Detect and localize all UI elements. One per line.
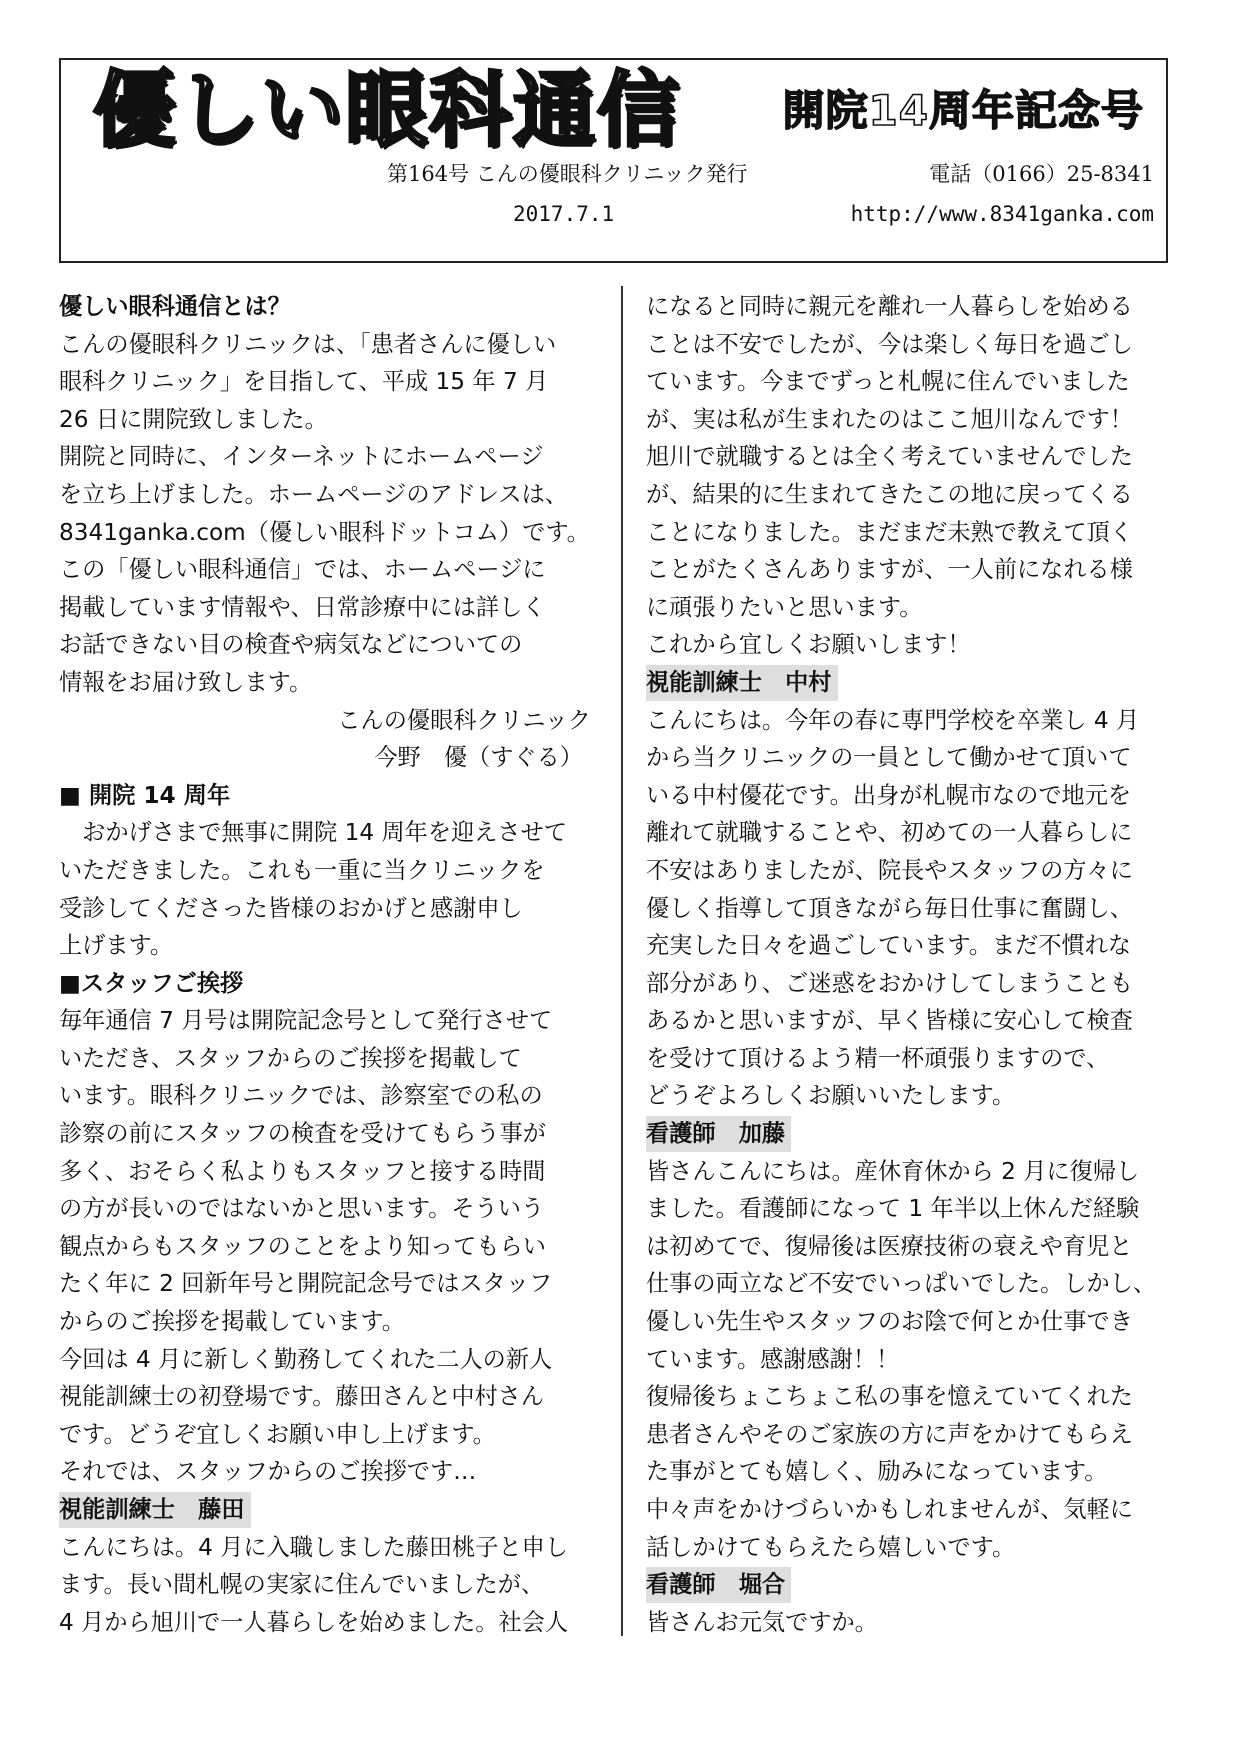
paragraph-line: が、結果的に生まれてきたこの地に戻ってくる (646, 480, 1133, 508)
paragraph-line: 優しく指導して頂きながら毎日仕事に奮闘し、 (646, 894, 1133, 922)
paragraph-line: 上げます。 (59, 932, 174, 960)
paragraph-line: は初めてで、復帰後は医療技術の衰えや育児と (646, 1232, 1133, 1260)
paragraph-line: いただき、スタッフからのご挨拶を掲載して (59, 1044, 522, 1072)
paragraph-line: 中々声をかけづらいかもしれませんが、気軽に (646, 1496, 1133, 1523)
paragraph-line: お話できない目の検査や病気などについての (59, 631, 523, 659)
paragraph-line: いる中村優花です。出身が札幌市なので地元を (646, 781, 1132, 809)
paragraph-line: ています。今までずっと札幌に住んでいました (646, 368, 1130, 396)
staff-heading-nakamura: 視能訓練士 中村 (646, 665, 838, 701)
paragraph-line: 26 日に開院致しました。 (59, 405, 328, 433)
paragraph-line: 視能訓練士の初登場です。藤田さんと中村さん (59, 1383, 545, 1411)
paragraph-line: ことになりました。まだまだ未熟で教えて頂く (646, 518, 1133, 546)
left-column (59, 288, 599, 1641)
staff-heading-fujita: 視能訓練士 藤田 (59, 1492, 251, 1528)
paragraph-line: た事がとても嬉しく、励みになっています。 (646, 1458, 1108, 1486)
paragraph-line: います。眼科クリニックでは、診察室での私の (59, 1082, 543, 1110)
staff-heading-kato: 看護師 加藤 (646, 1116, 791, 1152)
paragraph-line: を受けて頂けるよう精一杯頑張りますので、 (646, 1044, 1110, 1072)
masthead (59, 58, 1168, 263)
paragraph-line: の方が長いのではないかと思います。そういう (59, 1195, 545, 1223)
newsletter-title: 優しい眼科通信 (93, 63, 682, 158)
paragraph-line: 8341ganka.com（優しい眼科ドットコム）です。 (59, 518, 590, 546)
paragraph-line: 情報をお届け致します。 (59, 668, 313, 696)
paragraph-line: 充実した日々を過ごしています。まだ不慣れな (646, 932, 1132, 960)
anniversary-edition-label: 開院14周年記念号 (782, 86, 1144, 135)
paragraph-line: 皆さんこんにちは。産休育休から 2 月に復帰し (646, 1157, 1140, 1185)
signature-clinic: こんの優眼科クリニック (337, 706, 591, 734)
signature-doctor: 今野 優（すぐる） (374, 744, 583, 772)
issue-publisher: 第164号 こんの優眼科クリニック発行 (387, 162, 748, 186)
paragraph-line: 優しい先生やスタッフのお陰で何とか仕事でき (646, 1308, 1133, 1336)
paragraph-line: 今回は 4 月に新しく勤務してくれた二人の新人 (59, 1345, 553, 1373)
paragraph-line: 復帰後ちょこちょこ私の事を憶えていてくれた (646, 1383, 1133, 1411)
paragraph-line: 仕事の両立など不安でいっぱいでした。しかし、 (646, 1270, 1157, 1298)
paragraph-line: 患者さんやそのご家族の方に声をかけてもらえ (646, 1420, 1133, 1448)
paragraph-line: 受診してくださった皆様のおかげと感謝申し (59, 894, 523, 922)
paragraph-line: が、実は私が生まれたのはここ旭川なんです！ (646, 405, 1133, 433)
paragraph-line: どうぞよろしくお願いいたします。 (646, 1082, 1016, 1110)
section-heading-about: 優しい眼科通信とは？ (59, 293, 291, 320)
paragraph-line: 掲載しています情報や、日常診療中には詳しく (59, 593, 546, 621)
paragraph-line: 4 月から旭川で一人暮らしを始めました。社会人 (59, 1608, 569, 1636)
paragraph-line: たく年に 2 回新年号と開院記念号ではスタッフ (59, 1270, 553, 1298)
paragraph-line: 診察の前にスタッフの検査を受けてもらう事が (59, 1120, 546, 1148)
paragraph-line: ました。看護師になって 1 年半以上休んだ経験 (646, 1195, 1140, 1223)
column-divider (621, 286, 623, 1636)
paragraph-line: 話しかけてもらえたら嬉しいです。 (646, 1533, 1016, 1561)
paragraph-line: こんの優眼科クリニックは、「患者さんに優しい (59, 330, 557, 358)
paragraph-line: おかげさまで無事に開院 14 周年を迎えさせて (59, 819, 567, 847)
paragraph-line: 皆さんお元気ですか。 (646, 1608, 878, 1636)
paragraph-line: ます。長い間札幌の実家に住んでいましたが、 (59, 1571, 545, 1599)
paragraph-line: 眼科クリニック」を目指して、平成 15 年 7 月 (59, 368, 549, 396)
section-heading-staff-greeting: ■スタッフご挨拶 (59, 969, 244, 997)
issue-date: 2017.7.1 (513, 202, 615, 226)
paragraph-line: 観点からもスタッフのことをより知ってもらい (59, 1232, 546, 1260)
section-heading-anniversary: ■ 開院 14 周年 (59, 781, 231, 809)
paragraph-line: こんにちは。今年の春に専門学校を卒業し 4 月 (646, 706, 1140, 734)
paragraph-line: になると同時に親元を離れ一人暮らしを始める (646, 293, 1133, 320)
paragraph-line: ことがたくさんありますが、一人前になれる様 (646, 556, 1133, 584)
paragraph-line: こんにちは。4 月に入職しました藤田桃子と申し (59, 1533, 569, 1561)
staff-heading-horiai: 看護師 堀合 (646, 1567, 791, 1603)
paragraph-line: 開院と同時に、インターネットにホームページ (59, 443, 544, 471)
paragraph-line: 毎年通信 7 月号は開院記念号として発行させて (59, 1007, 553, 1035)
paragraph-line: ています。感謝感謝！！ (646, 1345, 900, 1373)
paragraph-line: に頑張りたいと思います。 (646, 593, 923, 621)
right-column (646, 288, 1186, 1641)
paragraph-line: を立ち上げました。ホームページのアドレスは、 (59, 480, 568, 508)
paragraph-line: 離れて就職することや、初めての一人暮らしに (646, 819, 1133, 847)
website-url[interactable]: http://www.8341ganka.com (850, 202, 1154, 226)
phone-number: 電話（0166）25-8341 (929, 162, 1154, 186)
paragraph-line: から当クリニックの一員として働かせて頂いて (646, 744, 1132, 772)
paragraph-line: これから宜しくお願いします！ (646, 631, 971, 659)
paragraph-line: からのご挨拶を掲載しています。 (59, 1308, 405, 1336)
paragraph-line: あるかと思いますが、早く皆様に安心して検査 (646, 1007, 1133, 1035)
paragraph-line: 部分があり、ご迷惑をおかけしてしまうことも (646, 969, 1133, 997)
paragraph-line: 多く、おそらく私よりもスタッフと接する時間 (59, 1157, 546, 1185)
paragraph-line: 不安はありましたが、院長やスタッフの方々に (646, 856, 1133, 884)
paragraph-line: いただきました。これも一重に当クリニックを (59, 856, 545, 884)
paragraph-line: 旭川で就職するとは全く考えていませんでした (646, 443, 1133, 471)
paragraph-line: です。どうぞ宜しくお願い申し上げます。 (59, 1420, 496, 1448)
paragraph-line: この「優しい眼科通信」では、ホームページに (59, 556, 546, 584)
paragraph-line: それでは、スタッフからのご挨拶です… (59, 1458, 477, 1486)
paragraph-line: ことは不安でしたが、今は楽しく毎日を過ごし (646, 330, 1133, 358)
